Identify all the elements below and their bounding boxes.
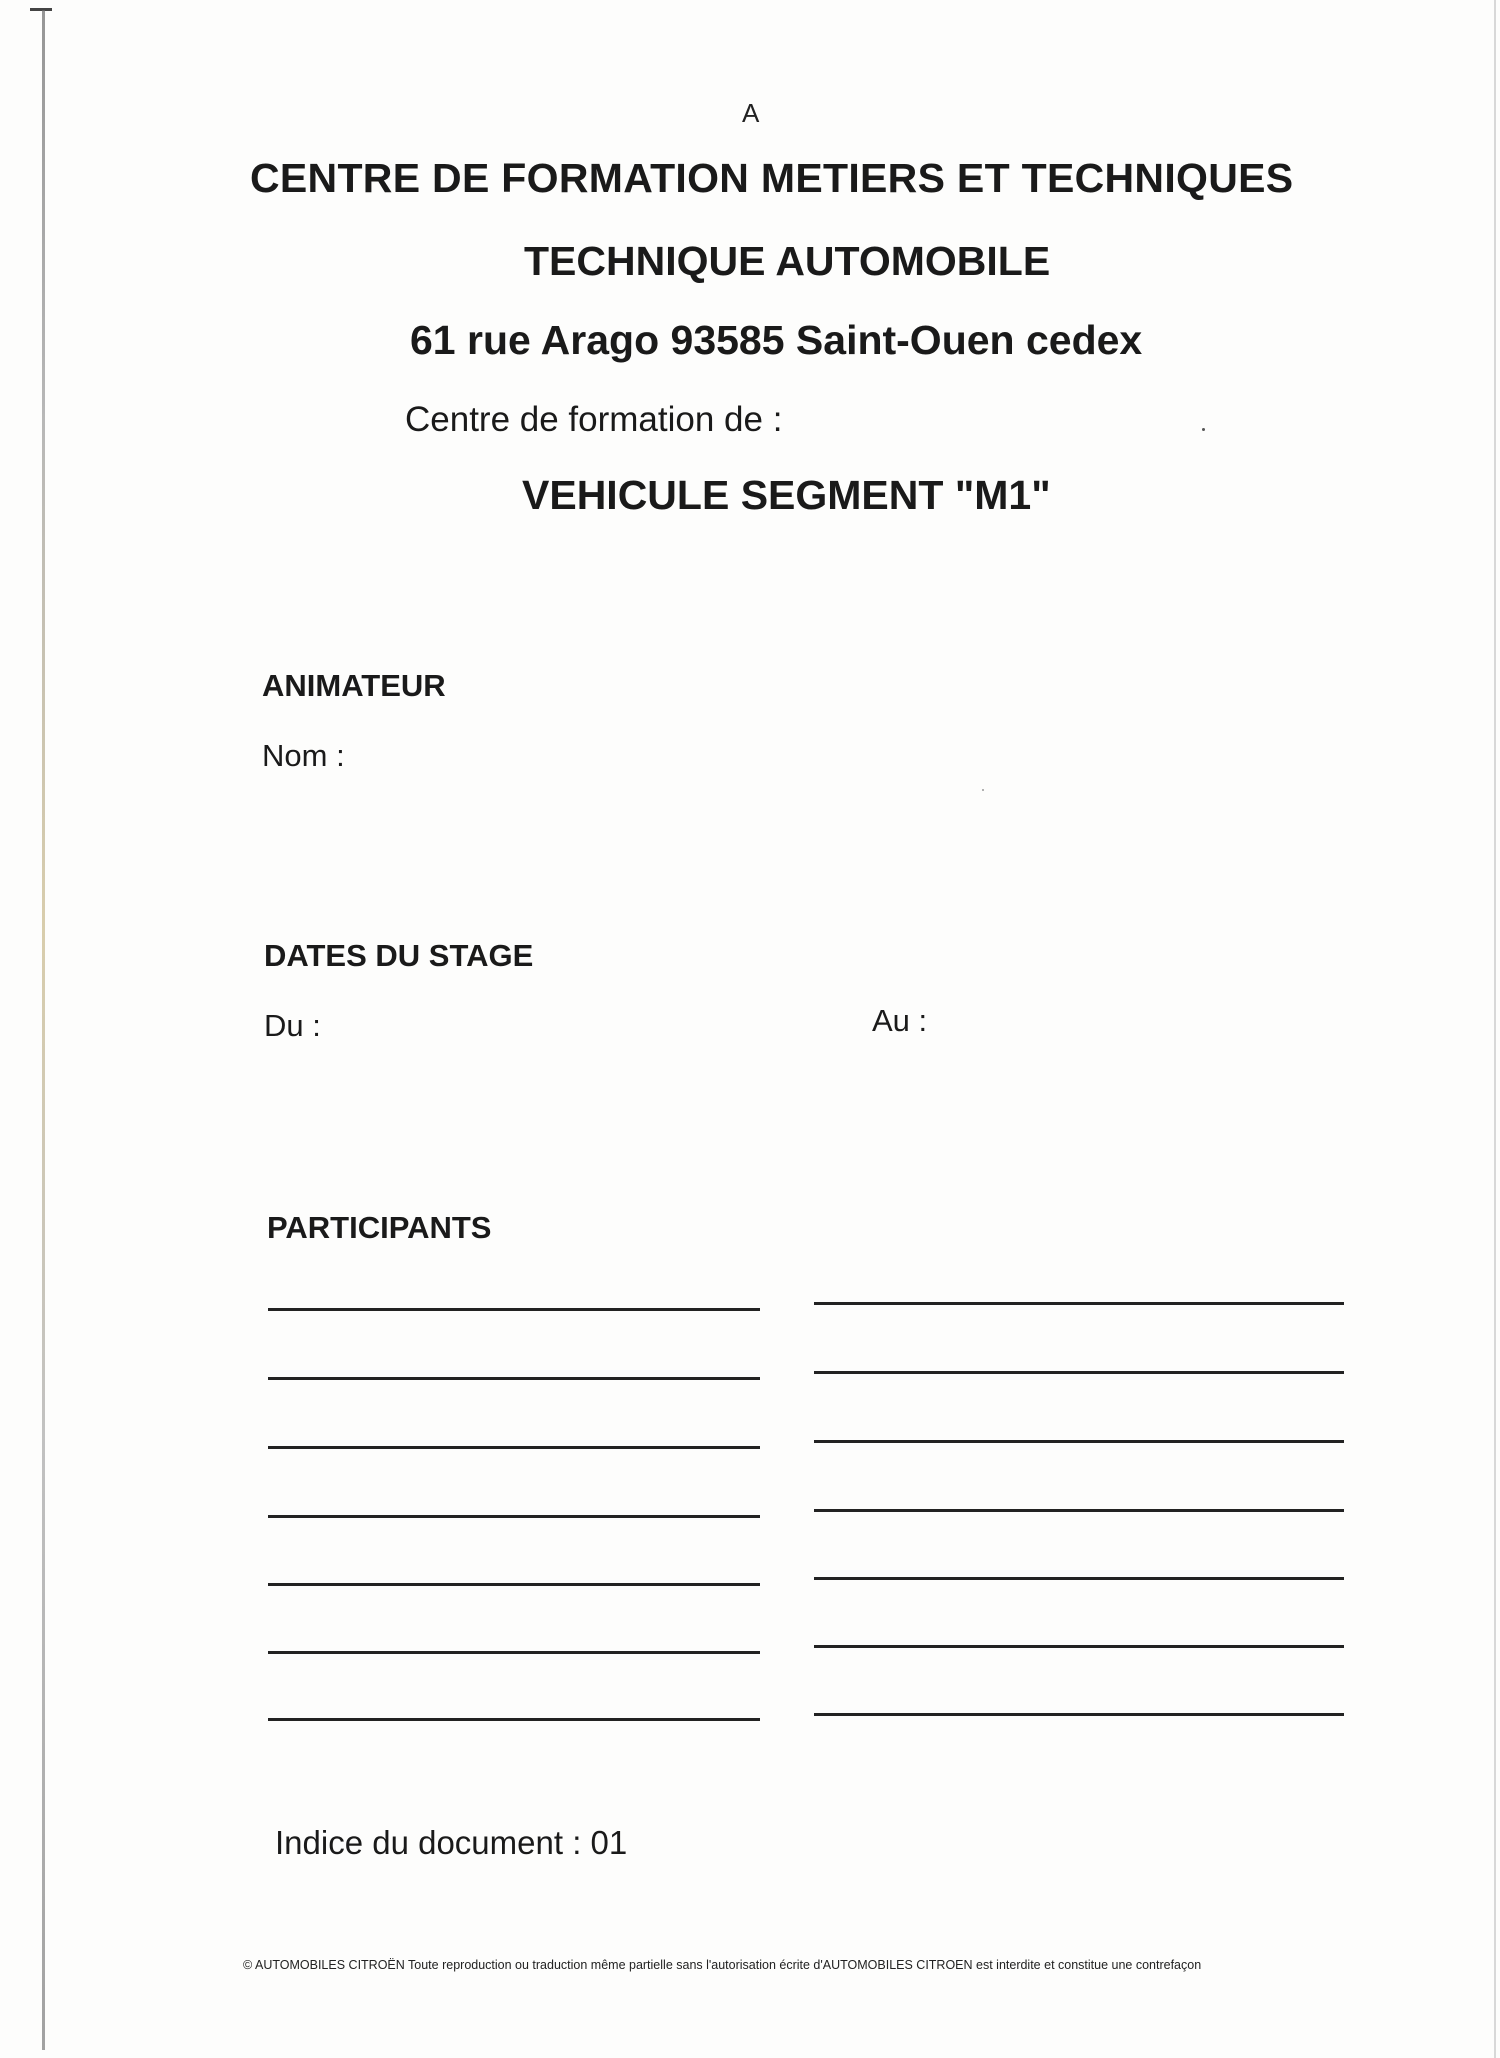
scan-speck [982,789,984,791]
participant-line-right-2 [814,1371,1344,1374]
participants-heading: PARTICIPANTS [267,1210,492,1245]
title-line-1: CENTRE DE FORMATION METIERS ET TECHNIQUES [250,155,1294,201]
page-right-edge [1494,0,1496,2058]
address-line: 61 rue Arago 93585 Saint-Ouen cedex [410,317,1143,363]
participant-line-left-2 [268,1377,760,1380]
participant-line-left-1 [268,1308,760,1311]
participant-line-left-6 [268,1651,760,1654]
participant-line-left-4 [268,1515,760,1518]
binding-edge-line [42,10,45,2050]
scan-speck [1202,428,1205,431]
participant-line-left-3 [268,1446,760,1449]
du-label: Du : [264,1008,321,1043]
corner-mark: A [742,98,760,128]
participant-line-left-7 [268,1718,760,1721]
centre-formation-label: Centre de formation de : [405,400,783,439]
title-line-2: TECHNIQUE AUTOMOBILE [524,238,1051,284]
document-index: Indice du document : 01 [275,1824,628,1861]
participant-line-right-7 [814,1713,1344,1716]
participant-line-right-1 [814,1302,1344,1305]
nom-label: Nom : [262,738,345,773]
participant-line-right-6 [814,1645,1344,1648]
copyright-notice: © AUTOMOBILES CITROËN Toute reproduction ou traduction même partielle sans l'autorisation écrite d'AUTOMOBILES CITROEN est interdite et constitue une contrefaçon [243,1958,1202,1972]
participant-line-left-5 [268,1583,760,1586]
participant-line-right-3 [814,1440,1344,1443]
binding-tick-mark [30,8,52,11]
animateur-heading: ANIMATEUR [262,668,446,703]
au-label: Au : [872,1003,928,1038]
segment-title: VEHICULE SEGMENT "M1" [522,472,1051,518]
participant-line-right-5 [814,1577,1344,1580]
participant-line-right-4 [814,1509,1344,1512]
dates-heading: DATES DU STAGE [264,938,534,973]
